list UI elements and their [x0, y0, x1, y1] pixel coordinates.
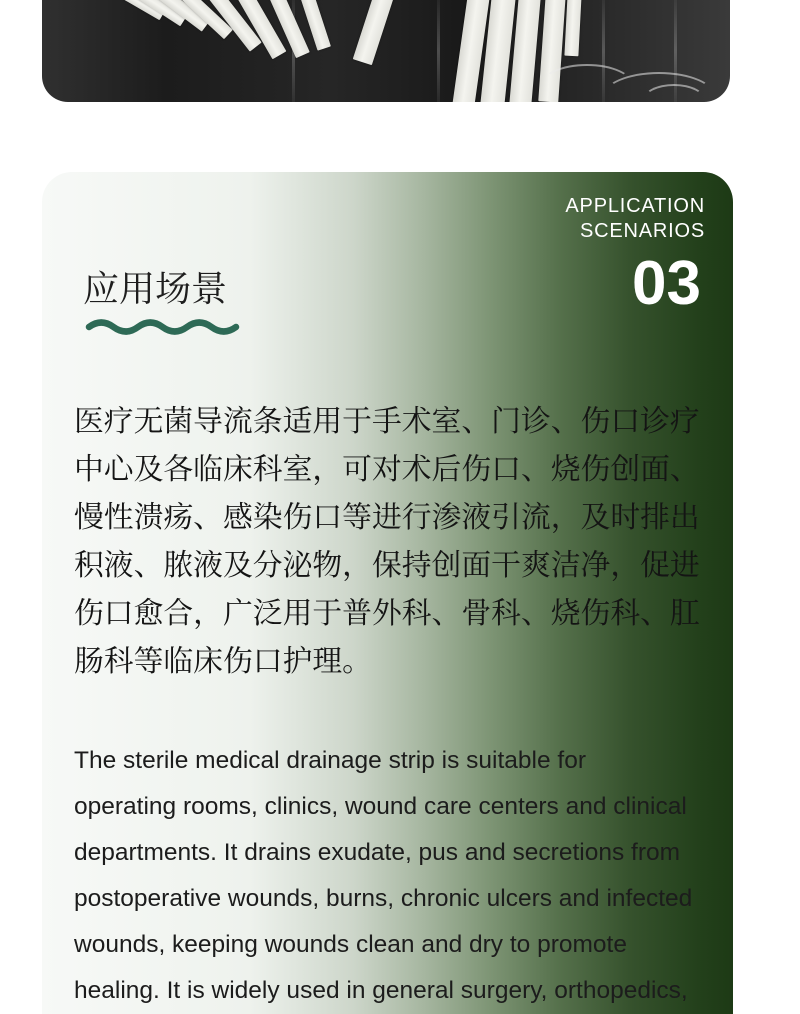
description-line: 积液、脓液及分泌物，保持创面干爽洁净，促进	[74, 548, 700, 583]
description-line: wounds, keeping wounds clean and dry to promote	[74, 931, 627, 958]
description-line: departments. It drains exudate, pus and secretions from	[74, 839, 681, 866]
wave-divider	[85, 316, 241, 336]
section-label-line: APPLICATION	[565, 195, 705, 217]
section-number: 03	[632, 249, 701, 318]
description-line: The sterile medical drainage strip is suitable for	[74, 747, 587, 774]
description-line: 医疗无菌导流条适用于手术室、门诊、伤口诊疗	[74, 404, 700, 439]
wave-divider-line	[89, 323, 236, 332]
description-chinese	[74, 398, 714, 686]
description-line: 伤口愈合，广泛用于普外科、骨科、烧伤科、肛	[74, 596, 700, 631]
description-line: healing. It is widely used in general surgery, orthopedics,	[74, 977, 688, 1004]
description-line: postoperative wounds, burns, chronic ulcers and infected	[74, 885, 693, 912]
bag-reflection	[437, 0, 440, 102]
product-photo	[42, 0, 730, 102]
description-line: operating rooms, clinics, wound care centers and clinical	[74, 793, 687, 820]
description-line: 慢性溃疡、感染伤口等进行渗液引流，及时排出	[74, 500, 700, 535]
description-english	[74, 738, 714, 1014]
application-scenarios-card	[42, 172, 733, 1014]
description-line: 肠科等临床伤口护理。	[74, 644, 372, 679]
drainage-strip	[564, 0, 581, 56]
description-line: 中心及各临床科室，可对术后伤口、烧伤创面、	[74, 452, 700, 487]
section-title: 应用场景	[83, 269, 228, 310]
section-label-line: SCENARIOS	[579, 220, 705, 242]
section-label-en	[565, 194, 705, 244]
drainage-strip	[353, 0, 396, 65]
drainage-strip	[509, 0, 541, 102]
